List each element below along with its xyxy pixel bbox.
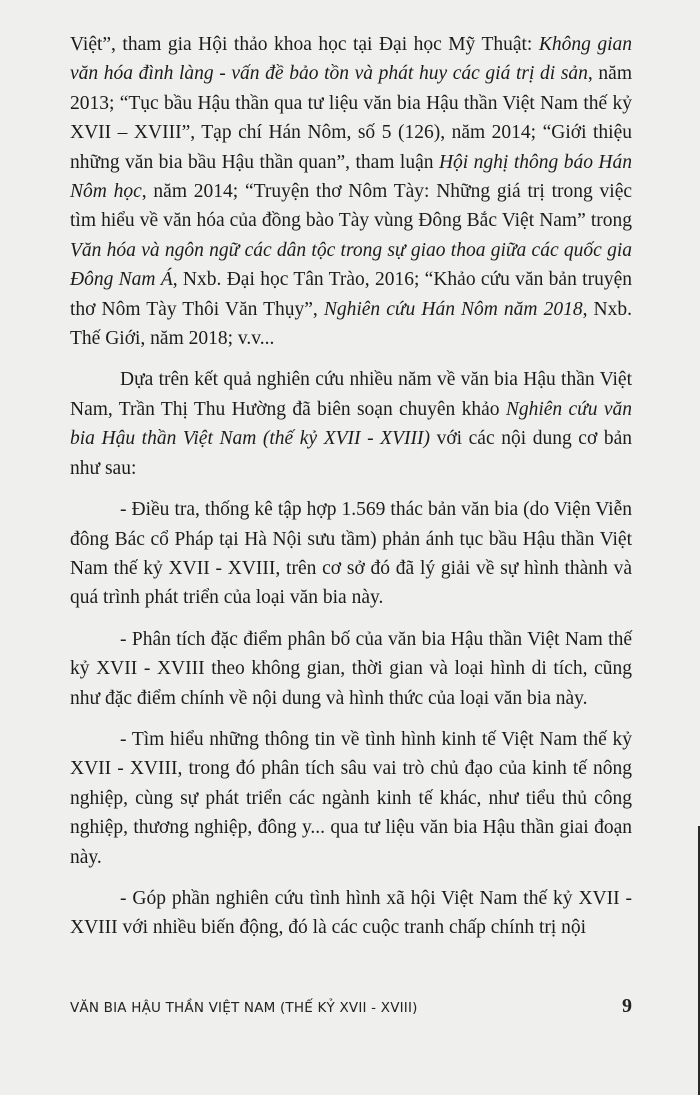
paragraph-monograph: Dựa trên kết quả nghiên cứu nhiều năm về văn bia Hậu thần Việt Nam, Trần Thị Thu Hường đã biên soạn chuyên khảo Nghiên cứu văn bia Hậu thần Việt Nam (thế kỷ XVII - XVIII) với các nội dung cơ bản như sau: xyxy=(70,369,632,479)
bullet-item: - Điều tra, thống kê tập hợp 1.569 thác bản văn bia (do Viện Viễn đông Bác cổ Pháp tại Hà Nội sưu tầm) phản ánh tục bầu Hậu thần Việt Nam thế kỷ XVII - XVIII, trên cơ sở đó đã lý giải về sự hình thành và quá trình phát triển của loại văn bia này. xyxy=(70,499,632,609)
page-footer xyxy=(70,995,632,1018)
bullet-item: - Phân tích đặc điểm phân bố của văn bia Hậu thần Việt Nam thế kỷ XVII - XVIII theo không gian, thời gian và loại hình di tích, cũng như đặc điểm chính về nội dung và hình thức của loại văn bia này. xyxy=(70,628,632,709)
running-title: VĂN BIA HẬU THẦN VIỆT NAM (THẾ KỶ XVII - XVIII) xyxy=(70,1000,418,1016)
paragraph-publications: Việt”, tham gia Hội thảo khoa học tại Đại học Mỹ Thuật: Không gian văn hóa đình làng - vấn đề bảo tồn và phát huy các giá trị di sản, năm 2013; “Tục bầu Hậu thần qua tư liệu văn bia Hậu thần Việt Nam thế kỷ XVII – XVIII”, Tạp chí Hán Nôm, số 5 (126), năm 2014; “Giới thiệu những văn bia bầu Hậu thần quan”, tham luận Hội nghị thông báo Hán Nôm học, năm 2014; “Truyện thơ Nôm Tày: Những giá trị trong việc tìm hiểu về văn hóa của đồng bào Tày vùng Đông Bắc Việt Nam” trong Văn hóa và ngôn ngữ các dân tộc trong sự giao thoa giữa các quốc gia Đông Nam Á, Nxb. Đại học Tân Trào, 2016; “Khảo cứu văn bản truyện thơ Nôm Tày Thôi Văn Thụy”, Nghiên cứu Hán Nôm năm 2018, Nxb. Thế Giới, năm 2018; v.v... xyxy=(70,34,633,350)
bullet-item: - Tìm hiểu những thông tin về tình hình kinh tế Việt Nam thế kỷ XVII - XVIII, trong đó phân tích sâu vai trò chủ đạo của kinh tế nông nghiệp, cùng sự phát triển các ngành kinh tế khác, như tiểu thủ công nghiệp, thương nghiệp, đông y... qua tư liệu văn bia Hậu thần giai đoạn này. xyxy=(70,728,632,868)
body-text xyxy=(70,30,632,943)
page-number: 9 xyxy=(622,995,632,1017)
bullet-item: - Góp phần nghiên cứu tình hình xã hội Việt Nam thế kỷ XVII - XVIII với nhiều biến động, đó là các cuộc tranh chấp chính trị nội xyxy=(70,887,632,939)
